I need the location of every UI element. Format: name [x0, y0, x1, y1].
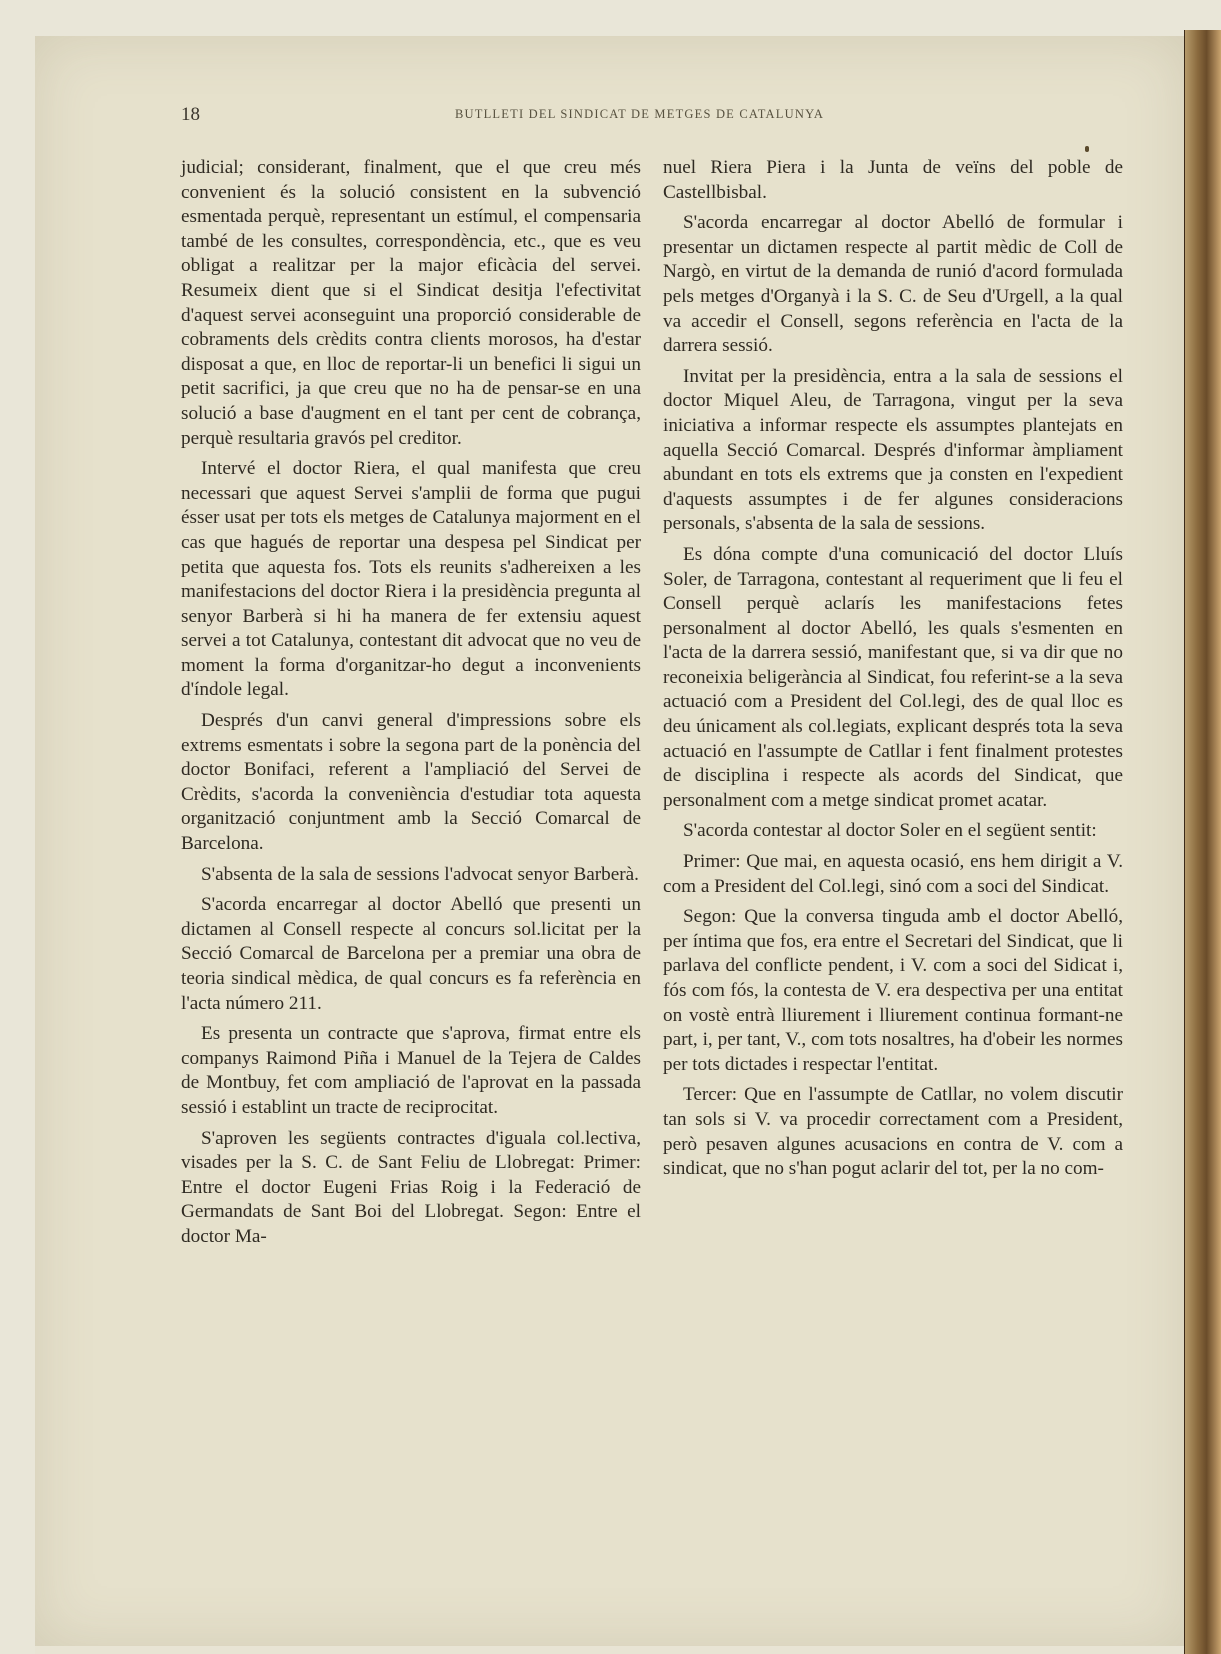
paragraph: nuel Riera Piera i la Junta de veïns del poble de Castellbisbal. — [663, 157, 1123, 203]
paragraph: S'absenta de la sala de sessions l'advocat senyor Barberà. — [201, 863, 639, 885]
page-number: 18 — [181, 104, 200, 125]
paragraph: Segon: Que la conversa tinguda amb el doctor Abelló, per íntima que fos, era entre el Secretari del Sindicat, que li parlava del conflicte pendent, i V. com a soci del Sidicat i, fós com fós, la contesta de V. era despectiva per una entitat on vostè entrà lliurement i lliurement continua formant-ne part, i, per tant, V., com tots nosaltres, ha d'obeir les normes per tots dictades i respectar l'entitat. — [663, 906, 1123, 1075]
paragraph: Invitat per la presidència, entra a la sala de sessions el doctor Miquel Aleu, de Tarragona, vingut per la seva iniciativa a informar respecte els assumptes plantejats en aquella Secció Comarcal. Després d'informar àmpliament abundant en tots els extrems que ja consten en l'expedient d'aquests assumptes i de fer algunes consideracions personals, s'absenta de la sala de sessions. — [663, 365, 1123, 535]
paragraph: S'acorda contestar al doctor Soler en el següent sentit: — [683, 820, 1097, 842]
ink-mark — [1085, 146, 1089, 152]
paragraph: Primer: Que mai, en aquesta ocasió, ens hem dirigit a V. com a President del Col.legi, sinó com a soci del Sindicat. — [663, 851, 1123, 897]
paragraph: judicial; considerant, finalment, que el que creu més convenient és la solució consistent en la subvenció esmentada perquè, representant un estímul, el compensaria també de les consultes, correspondència, etc., que es veu obligat a realitzar per la major eficàcia del servei. Resumeix dient que si el Sindicat desitja l'efectivitat d'aquest servei aconseguint una proporció considerable de cobraments dels crèdits contra clients morosos, ha d'estar disposat a que, en lloc de reportar-li un benefici li sigui un petit sacrifici, ja que creu que no ha de pensar-se en una solució a base d'augment en el tant per cent de cobrança, perquè resultaria gravós pel creditor. — [181, 157, 641, 449]
paragraph: Intervé el doctor Riera, el qual manifesta que creu necessari que aquest Servei s'amplii de forma que pugui ésser usat per tots els metges de Catalunya majorment en el cas que hagués de reportar una despesa pel Sindicat per petita que aquesta fos. Tots els reunits s'adhereixen a les manifestacions del doctor Riera i la presidència pregunta al senyor Barberà si hi ha manera de fer extensiu aquest servei a tot Catalunya, contestant dit advocat que no veu de moment la forma d'organitzar-ho degut a inconvenients d'índole legal. — [181, 458, 641, 701]
book-binding — [1185, 30, 1221, 1654]
left-column — [181, 156, 641, 1256]
paragraph: S'acorda encarregar al doctor Abelló de formular i presentar un dictamen respecte al partit mèdic de Coll de Nargò, en virtut de la demanda de runió d'acord formulada pels metges d'Organyà i la S. C. de Seu d'Urgell, a la qual va accedir el Consell, segons referència en l'acta de la darrera sessió. — [663, 212, 1123, 357]
paragraph: S'aproven les següents contractes d'iguala col.lectiva, visades per la S. C. de Sant Feliu de Llobregat: Primer: Entre el doctor Eugeni Frias Roig i la Federació de Germandats de Sant Boi del Llobregat. Segon: Entre el doctor Ma- — [181, 1127, 641, 1247]
paragraph: Es dóna compte d'una comunicació del doctor Lluís Soler, de Tarragona, contestant al requeriment que li feu el Consell perquè aclarís les manifestacions fetes personalment al doctor Abelló, les quals s'esmenten en l'acta de la darrera sessió, manifestant que, si va dir que no reconeixia beligerància al Sindicat, fou referint-se a la seva actuació com a President del Col.legi, des de qual lloc es deu únicament als col.legiats, explicant després tota la seva actuació en l'assumpte de Catllar i fent finalment protestes de disciplina i respecte als acords del Sindicat, que personalment com a metge sindicat promet acatar. — [663, 543, 1123, 811]
paragraph: Es presenta un contracte que s'aprova, firmat entre els companys Raimond Piña i Manuel de la Tejera de Caldes de Montbuy, fet com ampliació de l'aprovat en la passada sessió i establint un tracte de reciprocitat. — [181, 1023, 641, 1118]
paragraph: S'acorda encarregar al doctor Abelló que presenti un dictamen al Consell respecte al concurs sol.licitat per la Secció Comarcal de Barcelona per a premiar una obra de teoria sindical mèdica, de qual concurs es fa referència en l'acta número 211. — [181, 894, 641, 1014]
paragraph: Tercer: Que en l'assumpte de Catllar, no volem discutir tan sols si V. va procedir correctament com a President, però pesaven algunes acusacions en contra de V. com a sindicat, que no s'han pogut aclarir del tot, per la no com- — [663, 1084, 1123, 1180]
scan-margin-top — [0, 0, 1221, 36]
running-head: BUTLLETI DEL SINDICAT DE METGES DE CATALUNYA — [455, 107, 825, 121]
paragraph: Després d'un canvi general d'impressions sobre els extrems esmentats i sobre la segona part de la ponència del doctor Bonifaci, referent a l'ampliació del Servei de Crèdits, s'acorda la conveniència d'estudiar tota aquesta organització conjuntment amb la Secció Comarcal de Barcelona. — [181, 710, 641, 855]
scan-margin-left — [0, 0, 35, 1654]
right-column — [663, 156, 1123, 1188]
